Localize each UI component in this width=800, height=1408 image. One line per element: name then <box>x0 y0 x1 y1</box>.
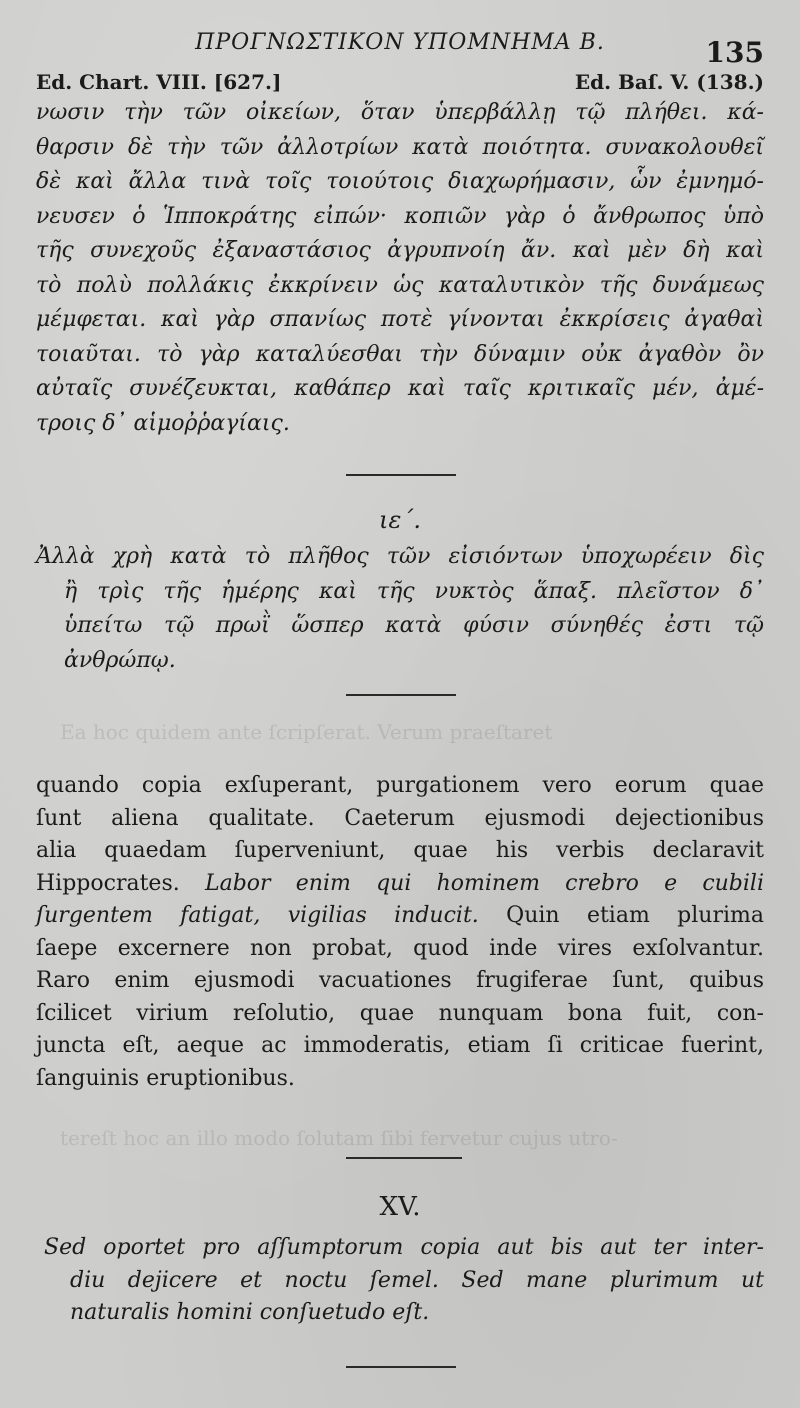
latin-line: quando copia exſuperant, purgationem vero eorum quae <box>36 773 764 798</box>
greek-line: αὐταῖς συνέζευκται, καθάπερ καὶ ταῖς κριτικαῖς μέν, ἀμέ- <box>36 376 764 401</box>
show-through-text: Ea hoc quidem ante ſcripſerat. Verum praeſtaret <box>60 720 553 744</box>
latin-section-number: XV. <box>379 1192 421 1222</box>
section-divider <box>346 694 456 696</box>
greek-line: μέμφεται. καὶ γὰρ σπανίως ποτὲ γίνονται ἐκκρίσεις ἀγαθαὶ <box>36 307 764 332</box>
greek-line: τροις δ᾽ αἱμοῤῥαγίαις. <box>36 410 290 436</box>
page-number: 135 <box>705 36 764 69</box>
latin-text: Hippocrates. <box>36 870 180 896</box>
greek-line: νευσεν ὁ Ἱπποκράτης εἰπών· κοπιῶν γὰρ ὁ ἄνθρωπος ὑπὸ <box>36 203 764 229</box>
latin-aphorism <box>44 1232 764 1330</box>
greek-aphorism-line: ἢ τρὶς τῆς ἡμέρης καὶ τῆς νυκτὸς ἅπαξ. πλεῖστον δ᾽ <box>64 578 764 604</box>
greek-line: τὸ πολὺ πολλάκις ἐκκρίνειν ὡς καταλυτικὸν τῆς δυνάμεως <box>36 272 764 298</box>
latin-text: Quin etiam plurima <box>506 903 765 928</box>
latin-commentary <box>36 770 764 1095</box>
section-divider <box>346 474 456 476</box>
greek-commentary <box>36 96 764 441</box>
latin-line: ſcilicet virium reſolutio, quae nunquam bona fuit, con- <box>36 1000 764 1026</box>
greek-line: θαρσιν δὲ τὴν τῶν ἀλλοτρίων κατὰ ποιότητα. συνακολουθεῖ <box>36 134 764 160</box>
latin-line <box>36 900 764 933</box>
show-through-text: tereſt hoc an illo modo ſolutam ſibi fervetur cujus utro- <box>60 1126 618 1150</box>
latin-line: ſunt aliena qualitate. Caeterum ejusmodi dejectionibus <box>36 805 764 831</box>
greek-section-number: ιε΄. <box>379 506 421 534</box>
latin-aphorism-line: Sed oportet pro aſſumptorum copia aut bis aut ter inter- <box>44 1235 764 1260</box>
hippocrates-quote: ſurgentem fatigat, vigilias inducit. <box>36 903 479 928</box>
greek-aphorism <box>36 540 764 678</box>
section-divider <box>346 1157 462 1159</box>
greek-line: νωσιν τὴν τῶν οἰκείων, ὅταν ὑπερβάλλῃ τῷ πλήθει. κά- <box>36 100 764 125</box>
latin-aphorism-line: diu dejicere et noctu ſemel. Sed mane plurimum ut <box>70 1267 764 1293</box>
edition-chart-reference: Ed. Chart. VIII. [627.] <box>36 70 282 94</box>
greek-line: τοιαῦται. τὸ γὰρ καταλύεσθαι τὴν δύναμιν οὐκ ἀγαθὸν ὂν <box>36 341 764 367</box>
greek-line: τῆς συνεχοῦς ἐξαναστάσιος ἀγρυπνοίη ἄν. καὶ μὲν δὴ καὶ <box>36 238 764 263</box>
edition-reference-row <box>36 70 764 94</box>
latin-line <box>36 868 764 901</box>
section-divider <box>346 1366 456 1368</box>
greek-aphorism-line: ὑπείτω τῷ πρωῒ ὥσπερ κατὰ φύσιν σύνηθές ἐστι τῷ <box>64 613 764 638</box>
latin-aphorism-line: naturalis homini conſuetudo eſt. <box>70 1300 430 1325</box>
greek-line: δὲ καὶ ἄλλα τινὰ τοῖς τοιούτοις διαχωρήμασιν, ὧν ἐμνημό- <box>36 169 764 194</box>
latin-line: juncta eſt, aeque ac immoderatis, etiam ſi criticae fuerint, <box>36 1033 764 1058</box>
running-header-title: ΠΡΟΓΝΩΣΤΙΚΟΝ ΥΠΟΜΝΗΜΑ Β. <box>195 30 605 55</box>
greek-aphorism-line: Ἀλλὰ χρὴ κατὰ τὸ πλῆθος τῶν εἰσιόντων ὑποχωρέειν δὶς <box>36 544 764 569</box>
latin-line: ſaepe excernere non probat, quod inde vires exſolvantur. <box>36 935 764 961</box>
edition-basel-reference: Ed. Baſ. V. (138.) <box>574 70 764 94</box>
hippocrates-quote: Labor enim qui hominem crebro e cubili <box>204 870 765 896</box>
greek-aphorism-line: ἀνθρώπῳ. <box>64 647 176 673</box>
latin-line: alia quaedam ſuperveniunt, quae his verbis declaravit <box>36 838 764 863</box>
latin-line: Raro enim ejusmodi vacuationes frugiferae ſunt, quibus <box>36 968 764 993</box>
latin-line: ſanguinis eruptionibus. <box>36 1065 295 1091</box>
